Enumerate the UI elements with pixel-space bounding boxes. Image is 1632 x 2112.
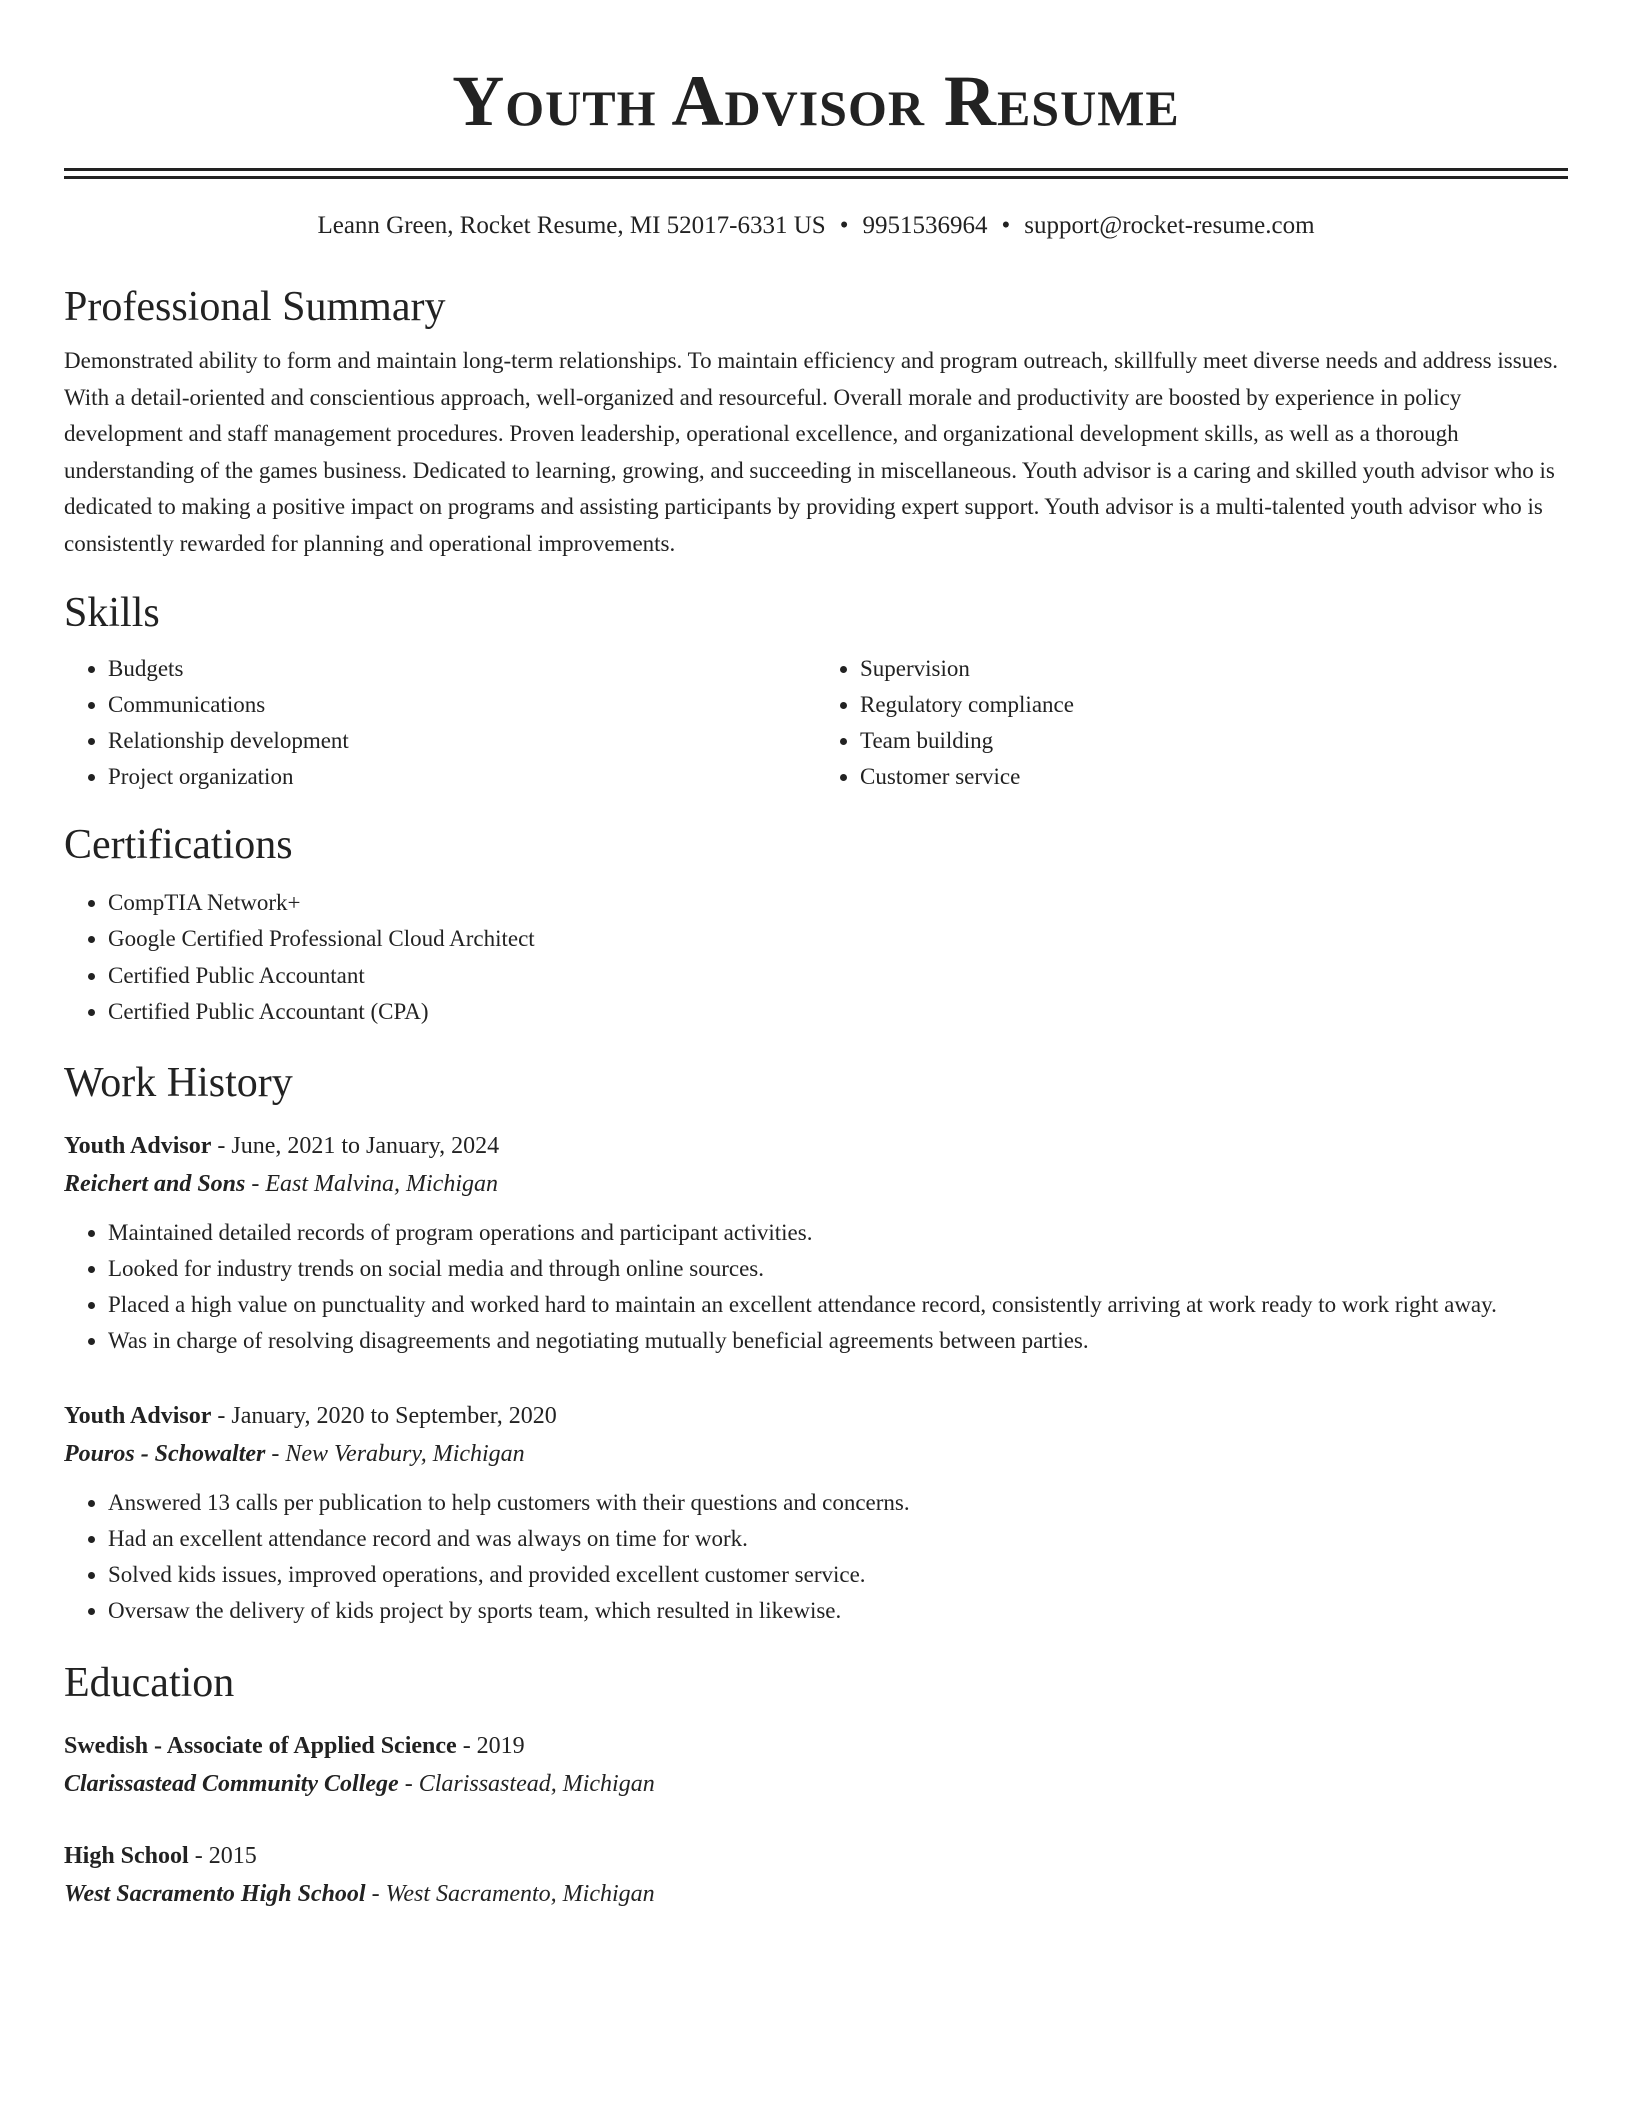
- certification-item: • Certified Public Accountant: [108, 958, 1568, 995]
- skills-right-list: [816, 651, 1568, 795]
- skills-grid: [64, 651, 1568, 795]
- summary-heading: Professional Summary: [64, 284, 446, 330]
- job-entry: [64, 1397, 1568, 1629]
- job-location: - East Malvina, Michigan: [245, 1170, 498, 1197]
- skill-item: • Regulatory compliance: [860, 687, 1568, 723]
- job-company: Pouros - Schowalter: [64, 1440, 266, 1467]
- skills-heading: Skills: [64, 589, 160, 636]
- education-header: [64, 1727, 1568, 1765]
- skills-left-list: [64, 651, 816, 795]
- certifications-heading: Certifications: [64, 821, 293, 868]
- job-duty: • Oversaw the delivery of kids project by sports team, which resulted in likewise.: [108, 1593, 1568, 1629]
- job-duties-list: [64, 1485, 1568, 1629]
- education-institution: [64, 1765, 1568, 1803]
- certifications-list: [64, 885, 1568, 1031]
- job-company: Reichert and Sons: [64, 1170, 246, 1197]
- skill-item: • Project organization: [108, 759, 816, 795]
- job-location: - New Verabury, Michigan: [265, 1440, 525, 1467]
- contact-separator: •: [1001, 212, 1011, 239]
- skill-item: • Customer service: [860, 759, 1568, 795]
- education-school: Clarissastead Community College: [64, 1770, 399, 1797]
- education-entry: [64, 1727, 1568, 1803]
- skill-item: • Relationship development: [108, 723, 816, 759]
- education-entry: [64, 1837, 1568, 1913]
- job-title: Youth Advisor: [64, 1402, 212, 1429]
- skill-item: • Team building: [860, 723, 1568, 759]
- education-location: - Clarissastead, Michigan: [398, 1770, 655, 1797]
- job-dates: - January, 2020 to September, 2020: [211, 1402, 557, 1429]
- education-school: West Sacramento High School: [64, 1880, 366, 1907]
- skill-item: • Communications: [108, 687, 816, 723]
- job-duty: • Maintained detailed records of program operations and participant activities.: [108, 1215, 1568, 1251]
- skill-item: • Supervision: [860, 651, 1568, 687]
- job-header: [64, 1127, 1568, 1165]
- certification-item: • Certified Public Accountant (CPA): [108, 994, 1568, 1031]
- job-employer: [64, 1435, 1568, 1473]
- job-employer: [64, 1165, 1568, 1203]
- job-dates: - June, 2021 to January, 2024: [211, 1132, 500, 1159]
- job-duty: • Was in charge of resolving disagreements and negotiating mutually beneficial agreements between parties.: [108, 1323, 1568, 1359]
- job-duty: • Had an excellent attendance record and was always on time for work.: [108, 1521, 1568, 1557]
- contact-email: support@rocket-resume.com: [1024, 212, 1315, 239]
- work-history-heading: Work History: [64, 1059, 293, 1106]
- contact-separator: •: [839, 212, 849, 239]
- contact-address: Leann Green, Rocket Resume, MI 52017-6331 US: [317, 212, 826, 239]
- job-duty: • Looked for industry trends on social media and through online sources.: [108, 1251, 1568, 1287]
- contact-line: [64, 209, 1568, 243]
- education-degree: High School: [64, 1842, 189, 1869]
- job-duty: • Solved kids issues, improved operations, and provided excellent customer service.: [108, 1557, 1568, 1593]
- job-duty: • Placed a high value on punctuality and worked hard to maintain an excellent attendance record, consistently arriving at work ready to work right away.: [108, 1287, 1568, 1323]
- skill-item: • Budgets: [108, 651, 816, 687]
- job-entry: [64, 1127, 1568, 1359]
- summary-text: Demonstrated ability to form and maintain long-term relationships. To maintain efficiency and program outreach, skillfully meet diverse needs and address issues. With a detail-oriented and conscientious approach, well-organized and resourceful. Overall morale and productivity are boosted by experience in policy development and staff management procedures. Proven leadership, operational excellence, and organizational development skills, as well as a thorough understanding of the games business. Dedicated to learning, growing, and succeeding in miscellaneous. Youth advisor is a caring and skilled youth advisor who is dedicated to making a positive impact on programs and assisting participants by providing expert support. Youth advisor is a multi-talented youth advisor who is consistently rewarded for planning and operational improvements.: [64, 348, 1559, 556]
- education-heading: Education: [64, 1659, 235, 1706]
- contact-phone: 9951536964: [862, 212, 988, 239]
- education-institution: [64, 1875, 1568, 1913]
- job-duty: • Answered 13 calls per publication to help customers with their questions and concerns.: [108, 1485, 1568, 1521]
- certification-item: • CompTIA Network+: [108, 885, 1568, 922]
- education-year: - 2015: [188, 1842, 257, 1869]
- education-header: [64, 1837, 1568, 1875]
- education-degree: Swedish - Associate of Applied Science: [64, 1732, 457, 1759]
- education-location: - West Sacramento, Michigan: [365, 1880, 655, 1907]
- job-header: [64, 1397, 1568, 1435]
- education-year: - 2019: [456, 1732, 525, 1759]
- resume-title: Youth Advisor Resume: [452, 61, 1180, 141]
- job-duties-list: [64, 1215, 1568, 1359]
- certification-item: • Google Certified Professional Cloud Architect: [108, 921, 1568, 958]
- job-title: Youth Advisor: [64, 1132, 212, 1159]
- title-divider: [64, 168, 1568, 179]
